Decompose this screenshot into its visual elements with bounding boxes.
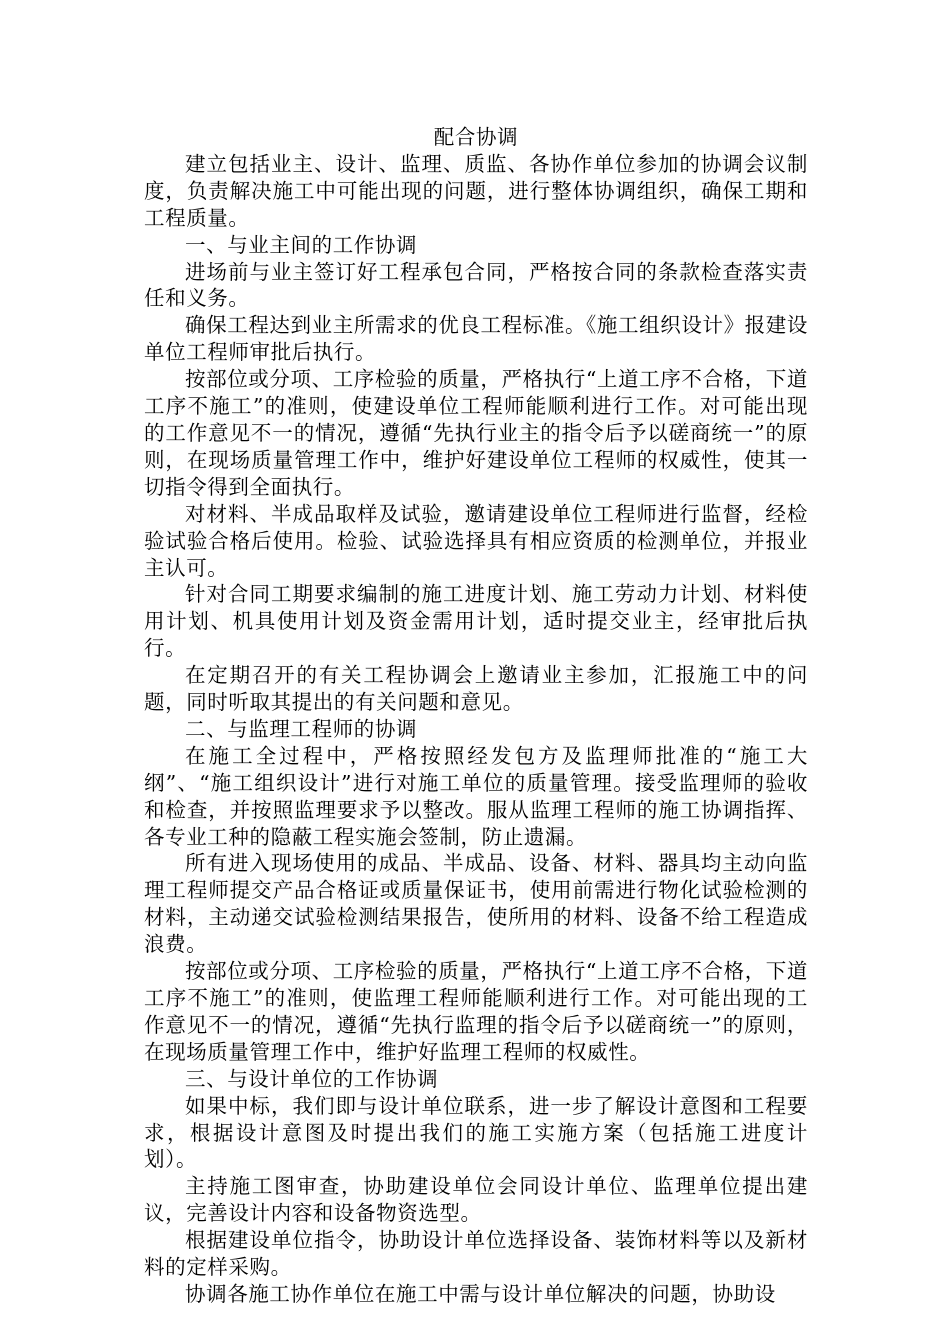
paragraph: 在定期召开的有关工程协调会上邀请业主参加，汇报施工中的问题，同时听取其提出的有关问题和意见。: [144, 663, 808, 715]
paragraph: 如果中标，我们即与设计单位联系，进一步了解设计意图和工程要求，根据设计意图及时提出我们的施工实施方案（包括施工进度计划）。: [144, 1093, 808, 1172]
section-heading: 二、与监理工程师的协调: [185, 716, 418, 741]
paragraph: 在施工全过程中，严格按照经发包方及监理师批准的“施工大纲”、“施工组织设计”进行对施工单位的质量管理。接受监理师的验收和检查，并按照监理要求予以整改。服从监理工程师的施工协调指挥、各专业工种的隐蔽工程实施会签制，防止遗漏。: [144, 743, 808, 849]
section-heading: 一、与业主间的工作协调: [185, 232, 418, 257]
paragraph: 进场前与业主签订好工程承包合同，严格按合同的条款检查落实责任和义务。: [144, 259, 808, 311]
paragraph: 按部位或分项、工序检验的质量，严格执行“上道工序不合格，下道工序不施工”的准则，使监理工程师能顺利进行工作。对可能出现的工作意见不一的情况，遵循“先执行监理的指令后予以磋商统一”的原则，在现场质量管理工作中，维护好监理工程师的权威性。: [144, 959, 808, 1064]
document-body: [144, 124, 808, 1308]
paragraph: 建立包括业主、设计、监理、质监、各协作单位参加的协调会议制度，负责解决施工中可能出现的问题，进行整体协调组织，确保工期和工程质量。: [144, 151, 808, 230]
paragraph: 按部位或分项、工序检验的质量，严格执行“上道工序不合格，下道工序不施工”的准则，使建设单位工程师能顺利进行工作。对可能出现的工作意见不一的情况，遵循“先执行业主的指令后予以磋商统一”的原则，在现场质量管理工作中，维护好建设单位工程师的权威性，使其一切指令得到全面执行。: [144, 367, 808, 499]
section-heading: 三、与设计单位的工作协调: [185, 1066, 439, 1091]
paragraph: 主持施工图审查，协助建设单位会同设计单位、监理单位提出建议，完善设计内容和设备物资选型。: [144, 1174, 808, 1226]
paragraph: 对材料、半成品取样及试验，邀请建设单位工程师进行监督，经检验试验合格后使用。检验、试验选择具有相应资质的检测单位，并报业主认可。: [144, 501, 808, 580]
paragraph: 所有进入现场使用的成品、半成品、设备、材料、器具均主动向监理工程师提交产品合格证或质量保证书，使用前需进行物化试验检测的材料，主动递交试验检测结果报告，使所用的材料、设备不给工程造成浪费。: [144, 851, 808, 957]
document-title: 配合协调: [433, 125, 519, 149]
paragraph: 协调各施工协作单位在施工中需与设计单位解决的问题，协助设: [185, 1281, 776, 1306]
paragraph: 针对合同工期要求编制的施工进度计划、施工劳动力计划、材料使用计划、机具使用计划及资金需用计划，适时提交业主，经审批后执行。: [144, 582, 808, 661]
paragraph: 根据建设单位指令，协助设计单位选择设备、装饰材料等以及新材料的定样采购。: [144, 1228, 808, 1280]
paragraph: 确保工程达到业主所需求的优良工程标准。《施工组织设计》报建设单位工程师审批后执行。: [144, 313, 808, 365]
